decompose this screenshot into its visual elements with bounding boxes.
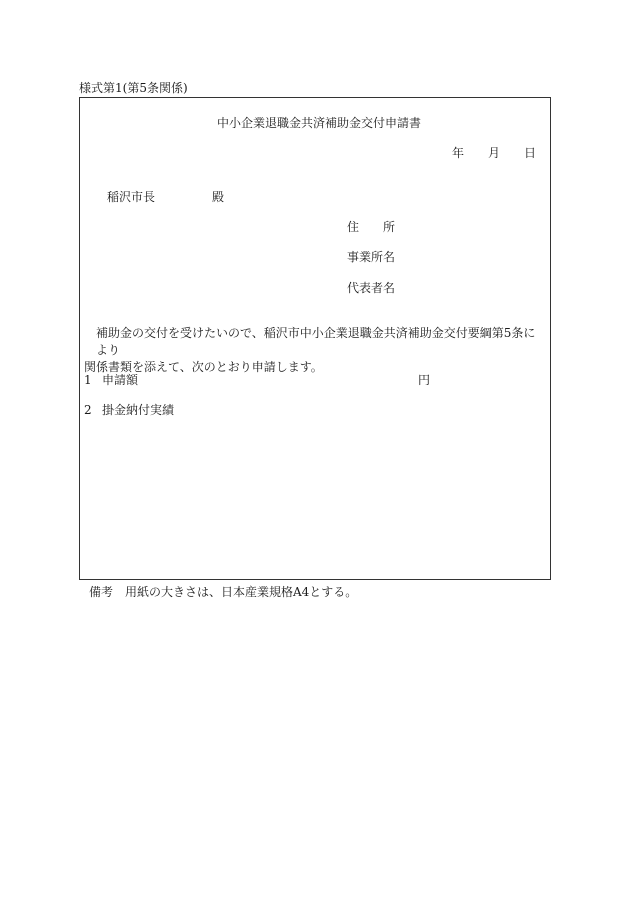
statement-line-2: 関係書類を添えて、次のとおり申請します。 [84,360,323,374]
date-day: 日 [524,146,537,160]
remarks-label: 備考 [89,585,114,599]
representative-label: 代表者名 [347,281,396,295]
addressee-honorific: 殿 [212,190,225,204]
addressee-name: 稲沢市長 [107,190,156,204]
item-1-label: 申請額 [102,373,139,387]
application-statement [84,325,546,376]
statement-line-1: 補助金の交付を受けたいので、稲沢市中小企業退職金共済補助金交付要綱第5条により [96,326,536,357]
address-label: 住 所 [347,220,396,234]
form-title: 中小企業退職金共済補助金交付申請書 [217,116,422,130]
remarks-text: 用紙の大きさは、日本産業規格A4とする。 [125,585,358,599]
item-2-number: 2 [84,403,92,417]
date-month: 月 [488,146,501,160]
item-2-label: 掛金納付実績 [102,403,175,417]
office-name-label: 事業所名 [347,250,396,264]
date-year: 年 [452,146,465,160]
item-1-number: 1 [84,373,92,387]
form-label: 様式第1(第5条関係) [79,81,188,95]
item-1-unit: 円 [418,373,431,387]
